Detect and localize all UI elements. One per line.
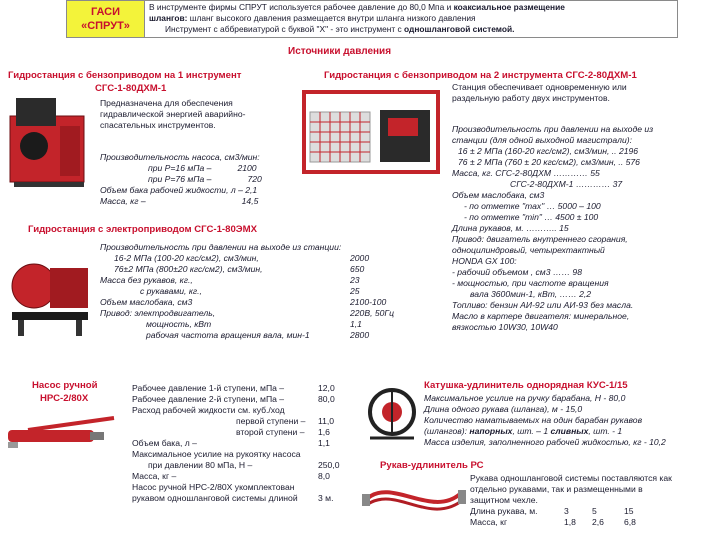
hose-ext-desc: Рукава одношланговой системы поставляются как: [470, 473, 672, 483]
spec-value: 576: [625, 157, 640, 167]
sgs3-row: [100, 286, 400, 297]
spec-label: - по отметке "min" …: [464, 212, 553, 222]
spec-value: 11,0: [318, 416, 335, 426]
hose-mass-row: [470, 517, 642, 528]
sgs2-hose: Длина рукавов, м. ……….. 15: [452, 223, 569, 233]
spec-value: 2,1: [245, 185, 258, 195]
spec-value: 5000 – 100: [557, 201, 601, 211]
sgs2-specs: [452, 124, 714, 333]
spec-label: Объем маслобака, см3: [100, 297, 193, 307]
sgs1-spec-row: Производительность насоса, см3/мин:: [100, 152, 260, 162]
spec-value: 55: [590, 168, 600, 178]
spec-label: 16-2 МПа (100-20 кгс/см2), см3/мин,: [114, 253, 259, 263]
hose-ext-title: Рукав-удлинитель РС: [380, 460, 484, 471]
generator-photo-1: [4, 86, 90, 190]
sgs1-desc-line: Предназначена для обеспечения: [100, 98, 233, 108]
spec-label: Расход рабочей жидкости см. куб./ход: [132, 405, 285, 415]
sgs2-mass-row: [452, 168, 714, 179]
reel-hoses-drain: сливных: [550, 426, 589, 436]
sgs2-oil: Масло в картере двигателя: минеральное,: [452, 311, 630, 321]
pump-row: [132, 394, 346, 405]
spec-value: 220В, 50Гц: [350, 308, 394, 318]
spec-label: Насос ручной НРС-2/80Х укомплектован: [132, 482, 295, 492]
spec-value: 2100-100: [350, 297, 387, 307]
hose-reel-photo: [362, 384, 424, 442]
sgs2-drive: Привод: двигатель внутреннего сгорания,: [452, 234, 628, 244]
hose-ext-specs: [470, 473, 672, 528]
header-line1: В инструменте фирмы СПРУТ используется рабочее давление до 80,0 Мпа и: [149, 2, 454, 12]
pump-row: [132, 471, 346, 482]
sgs1-title: Гидростанция с бензоприводом на 1 инструмент: [8, 70, 242, 81]
spec-value: 15: [624, 506, 634, 516]
spec-label: Масса без рукавов, кг.,: [100, 275, 193, 285]
spec-label: Привод: электродвигатель,: [100, 308, 216, 318]
hose-len-row: [470, 506, 642, 517]
sgs2-drive: HONDA GX 100:: [452, 256, 517, 266]
spec-value: 3: [564, 506, 569, 516]
spec-label: 16 ± 2 МПа (160-20 кгс/см2), см3/мин, ..: [458, 146, 617, 156]
sgs2-desc-line: Станция обеспечивает одновременную или: [452, 82, 627, 92]
spec-value: 4500 ± 100: [555, 212, 599, 222]
section-title: Источники давления: [288, 46, 392, 57]
spec-value: 14,5: [241, 196, 259, 206]
spec-label: мощность, кВт: [146, 319, 212, 329]
reel-specs: [424, 393, 666, 448]
generator-photo-3: [4, 240, 96, 340]
sgs3-row: [100, 264, 400, 275]
spec-label: Рабочее давление 2-й ступени, мПа –: [132, 394, 285, 404]
hand-pump-photo: [4, 412, 124, 452]
spec-value: 6,8: [624, 517, 636, 527]
spec-label: 76 ± 2 МПа (760 ± 20 кгс/см2), см3/мин, ..: [458, 157, 624, 167]
pump-row: [132, 438, 346, 449]
spec-value: 25: [350, 286, 360, 296]
hose-ext-desc: защитном чехле.: [470, 495, 538, 505]
spec-value: 1,8: [564, 517, 576, 527]
pump-row: [132, 482, 346, 493]
sgs1-description: [100, 98, 280, 131]
spec-label: - по отметке "max" …: [464, 201, 556, 211]
reel-hoses-pressure: напорных: [469, 426, 513, 436]
header-line2-bold: шлангов:: [149, 12, 188, 23]
pump-specs: [132, 383, 346, 504]
spec-value: 3 м.: [318, 493, 334, 503]
sgs3-row: [100, 308, 400, 319]
sgs1-spec-row: [100, 174, 262, 185]
spec-value: 2100: [237, 163, 257, 173]
pump-row: [132, 416, 346, 427]
sgs2-perf-row: [452, 157, 714, 168]
spec-value: 23: [350, 275, 360, 285]
pump-row: [132, 493, 346, 504]
spec-value: 2,6: [592, 517, 604, 527]
spec-value: [318, 482, 346, 493]
sgs1-desc-line: спасательных инструментов.: [100, 120, 216, 130]
reel-hoses-count: , шт. - 1: [588, 426, 623, 436]
sgs3-perf-head: Производительность при давлении на выходе из станции:: [100, 242, 342, 252]
sgs2-power: - мощностью, при частоте вращения: [452, 278, 609, 288]
spec-label: Рабочее давление 1-й ступени, мПа –: [132, 383, 285, 393]
reel-mass: Масса изделия, заполненного рабочей жидкостью, кг - 10,2: [424, 437, 666, 447]
spec-value: 2196: [618, 146, 639, 156]
spec-value: [318, 405, 346, 416]
sgs2-desc-line: раздельную работу двух инструментов.: [452, 93, 610, 103]
header-line2: шланг высокого давления размещается внутри шланга низкого давления: [187, 12, 476, 23]
spec-label: при давлении 80 мПа, Н –: [148, 460, 253, 470]
sgs2-oil: вязкостью 10W30, 10W40: [452, 322, 558, 332]
brand-block: [67, 1, 145, 37]
sgs3-row: [100, 253, 400, 264]
spec-value: 720: [247, 174, 262, 184]
sgs1-spec-row: [100, 185, 262, 196]
header-box: [66, 0, 678, 38]
sgs1-specs: [100, 152, 262, 207]
spec-label: второй ступени –: [236, 427, 305, 437]
sgs2-drive: одноцилиндровый, четырехтактный: [452, 245, 605, 255]
spec-value: [318, 449, 346, 460]
header-line3: Инструмент с аббревиатурой с буквой "Х" - это инструмент с: [165, 23, 405, 34]
pump-row: [132, 405, 346, 416]
hose-ext-desc: отдельно рукавами, так и размещенными в: [470, 484, 643, 494]
sgs2-perf-head: Производительность при давлении на выходе из: [452, 124, 654, 134]
spec-value: 8,0: [318, 471, 330, 481]
brand-line2: «СПРУТ»: [81, 20, 130, 32]
sgs3-row: [100, 319, 400, 330]
spec-value: 1,1: [350, 319, 362, 329]
sgs1-spec-row: [100, 196, 262, 207]
sgs1-spec-row: [100, 163, 262, 174]
pump-model: НРС-2/80Х: [40, 393, 89, 404]
sgs3-table: [100, 253, 400, 341]
spec-label: Масса, кг: [470, 517, 508, 527]
spec-label: рукавом одношланговой системы длиной: [132, 493, 298, 503]
reel-hoses-label: (шлангов):: [424, 426, 470, 436]
sgs3-row: [100, 275, 400, 286]
sgs3-specs: [100, 242, 400, 341]
spec-label: Объем бака, л –: [132, 438, 197, 448]
spec-label: Масса, кг –: [100, 196, 146, 206]
sgs2-fuel: Топливо: бензин АИ-92 или АИ-93 без масла.: [452, 300, 634, 310]
spec-value: 1,6: [318, 427, 330, 437]
reel-hoses-count: , шт. – 1: [512, 426, 551, 436]
spec-value: 650: [350, 264, 365, 274]
header-line3-bold: одношланговой системой.: [404, 23, 515, 34]
spec-value: 37: [612, 179, 623, 189]
brand-line1: ГАСИ: [90, 6, 121, 18]
reel-line: Максимальное усилие на ручку барабана, Н - 80,0: [424, 393, 626, 403]
pump-row: [132, 383, 346, 394]
spec-label: СГС-2-80ДХМ-1 …………: [510, 179, 611, 189]
sgs3-row: [100, 330, 400, 341]
spec-label: Максимальное усилие на рукоятку насоса: [132, 449, 301, 459]
generator-photo-2: [296, 82, 446, 178]
sgs3-title: Гидростанция с электроприводом СГС-1-80ЭМХ: [28, 224, 258, 235]
sgs2-oil-head: Объем маслобака, см3: [452, 190, 545, 200]
spec-label: 76±2 МПа (800±20 кгс/см2), см3/мин,: [114, 264, 263, 274]
reel-line: Длина одного рукава (шланга), м - 15,0: [424, 404, 583, 414]
spec-value: 250,0: [318, 460, 340, 470]
sgs3-row: [100, 297, 400, 308]
reel-line: Количество наматываемых на один барабан рукавов: [424, 415, 643, 425]
spec-label: Объем бака рабочей жидкости, л –: [100, 185, 243, 195]
sgs2-mass-row: [452, 179, 714, 190]
pump-table: [132, 383, 346, 504]
spec-value: 5: [592, 506, 597, 516]
sgs1-desc-line: гидравлической энергией аварийно-: [100, 109, 246, 119]
spec-label: при P=76 мПа –: [148, 174, 212, 184]
sgs1-model: СГС-1-80ДХМ-1: [95, 83, 167, 94]
spec-value: 2800: [350, 330, 370, 340]
hose-photo: [362, 474, 466, 520]
spec-label: Масса, кг –: [132, 471, 177, 481]
sgs2-description: [452, 82, 627, 104]
sgs2-oil-row: [452, 212, 714, 223]
pump-title: Насос ручной: [32, 380, 98, 391]
reel-title: Катушка-удлинитель однорядная КУС-1/15: [424, 380, 628, 391]
hose-ext-table: [470, 506, 642, 528]
spec-label: первой ступени –: [236, 416, 306, 426]
sgs2-perf-head: станции (для одной выходной магистрали):: [452, 135, 632, 145]
spec-value: 2000: [350, 253, 370, 263]
sgs2-perf-row: [452, 146, 714, 157]
spec-label: Масса, кг. СГС-2-80ДХМ …………: [452, 168, 588, 178]
sgs2-power: вала 3600мин-1, кВт, …… 2,2: [470, 289, 592, 299]
header-line1-bold: коаксиальное размещение: [453, 2, 565, 12]
spec-label: с рукавами, кг.,: [140, 286, 202, 296]
spec-label: Длина рукава, м.: [470, 506, 538, 516]
reel-hoses: [424, 426, 666, 437]
sgs2-oil-row: [452, 201, 714, 212]
sgs2-title: Гидростанция с бензоприводом на 2 инструмента СГС-2-80ДХМ-1: [324, 70, 637, 81]
header-text: [149, 2, 673, 34]
spec-value: 12,0: [318, 383, 335, 393]
pump-row: [132, 449, 346, 460]
pump-row: [132, 460, 346, 471]
spec-label: при P=16 мПа –: [148, 163, 212, 173]
pump-row: [132, 427, 346, 438]
spec-label: рабочая частота вращения вала, мин-1: [146, 330, 310, 340]
sgs2-work-volume: - рабочий объемом , см3 …… 98: [452, 267, 582, 277]
spec-value: 1,1: [318, 438, 330, 448]
spec-value: 80,0: [318, 394, 335, 404]
